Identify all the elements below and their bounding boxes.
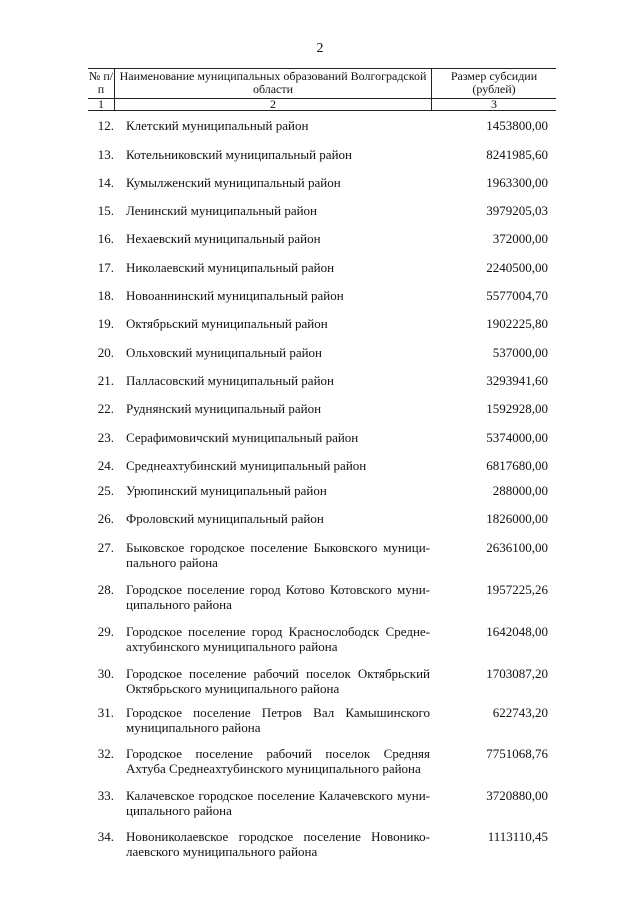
subsidy-amount: 7751068,76 <box>486 746 548 761</box>
subsidy-amount: 288000,00 <box>492 483 548 498</box>
subsidy-amount: 6817680,00 <box>486 458 548 473</box>
row-number: 15. <box>97 203 114 218</box>
subsidy-amount: 3293941,60 <box>486 373 548 388</box>
row-number: 21. <box>97 373 114 388</box>
municipality-name: Городское поселение рабочий поселок Октябрьский Октябрьского муниципального района <box>126 666 430 696</box>
subsidy-amount: 3979205,03 <box>486 203 548 218</box>
municipality-name: Городское поселение рабочий поселок Средняя Ахтуба Среднеахтубинского муниципального района <box>126 746 430 776</box>
municipality-name: Городское поселение город Краснослободск Средне-ахтубинского муниципального района <box>126 624 430 654</box>
column-number: 1 <box>98 97 104 111</box>
municipality-name: Ленинский муниципальный район <box>126 203 318 218</box>
row-number: 30. <box>97 666 114 681</box>
row-number: 18. <box>97 288 114 303</box>
row-number: 20. <box>97 345 114 360</box>
municipality-name: Новониколаевское городское поселение Новонико-лаевского муниципального района <box>126 829 430 859</box>
row-number: 32. <box>97 746 114 761</box>
subsidy-amount: 5577004,70 <box>486 288 548 303</box>
municipality-name: Среднеахтубинский муниципальный район <box>126 458 367 473</box>
municipality-name: Ольховский муниципальный район <box>126 345 323 360</box>
header-name-column: Наименование муниципальных образований Волгоградской области <box>119 69 427 96</box>
row-number: 16. <box>97 231 114 246</box>
header-amount-column: Размер субсидии (рублей) <box>450 69 538 96</box>
header-num-column: № п/п <box>88 69 114 96</box>
subsidy-amount: 2240500,00 <box>486 260 548 275</box>
row-number: 13. <box>97 147 114 162</box>
municipality-name: Быковское городское поселение Быковского муници-пального района <box>126 540 430 570</box>
municipality-name: Клетский муниципальный район <box>126 118 309 133</box>
subsidy-amount: 1592928,00 <box>486 401 548 416</box>
subsidy-amount: 1642048,00 <box>486 624 548 639</box>
subsidy-amount: 1453800,00 <box>486 118 548 133</box>
row-number: 24. <box>97 458 114 473</box>
subsidy-amount: 622743,20 <box>492 705 548 720</box>
page-number: 2 <box>316 41 324 56</box>
municipality-name: Урюпинский муниципальный район <box>126 483 327 498</box>
subsidy-amount: 3720880,00 <box>486 788 548 803</box>
municipality-name: Палласовский муниципальный район <box>126 373 334 388</box>
row-number: 29. <box>97 624 114 639</box>
row-number: 17. <box>97 260 114 275</box>
municipality-name: Фроловский муниципальный район <box>126 511 324 526</box>
municipality-name: Октябрьский муниципальный район <box>126 316 328 331</box>
column-number: 3 <box>491 97 497 111</box>
municipality-name: Серафимовичский муниципальный район <box>126 430 359 445</box>
municipality-name: Нехаевский муниципальный район <box>126 231 321 246</box>
row-number: 14. <box>97 175 114 190</box>
subsidy-amount: 372000,00 <box>492 231 548 246</box>
municipality-name: Городское поселение Петров Вал Камышинского муниципального района <box>126 705 430 735</box>
municipality-name: Калачевское городское поселение Калачевского муни-ципального района <box>126 788 430 818</box>
subsidy-amount: 1826000,00 <box>486 511 548 526</box>
subsidy-amount: 1113110,45 <box>487 829 548 844</box>
column-number: 2 <box>270 97 276 111</box>
subsidy-amount: 1703087,20 <box>486 666 548 681</box>
municipality-name: Новоаннинский муниципальный район <box>126 288 344 303</box>
row-number: 19. <box>97 316 114 331</box>
municipality-name: Городское поселение город Котово Котовского муни-ципального района <box>126 582 430 612</box>
subsidy-amount: 1957225,26 <box>486 582 548 597</box>
subsidy-amount: 537000,00 <box>492 345 548 360</box>
subsidy-amount: 1963300,00 <box>486 175 548 190</box>
municipality-name: Николаевский муниципальный район <box>126 260 335 275</box>
row-number: 28. <box>97 582 114 597</box>
subsidy-amount: 5374000,00 <box>486 430 548 445</box>
subsidy-amount: 1902225,80 <box>486 316 548 331</box>
row-number: 23. <box>97 430 114 445</box>
row-number: 26. <box>97 511 114 526</box>
municipality-name: Котельниковский муниципальный район <box>126 147 352 162</box>
municipality-name: Кумылженский муниципальный район <box>126 175 341 190</box>
municipality-name: Руднянский муниципальный район <box>126 401 322 416</box>
row-number: 31. <box>97 705 114 720</box>
subsidy-amount: 2636100,00 <box>486 540 548 555</box>
row-number: 25. <box>97 483 114 498</box>
row-number: 22. <box>97 401 114 416</box>
row-number: 33. <box>97 788 114 803</box>
row-number: 27. <box>97 540 114 555</box>
row-number: 34. <box>97 829 114 844</box>
row-number: 12. <box>97 118 114 133</box>
subsidy-amount: 8241985,60 <box>486 147 548 162</box>
